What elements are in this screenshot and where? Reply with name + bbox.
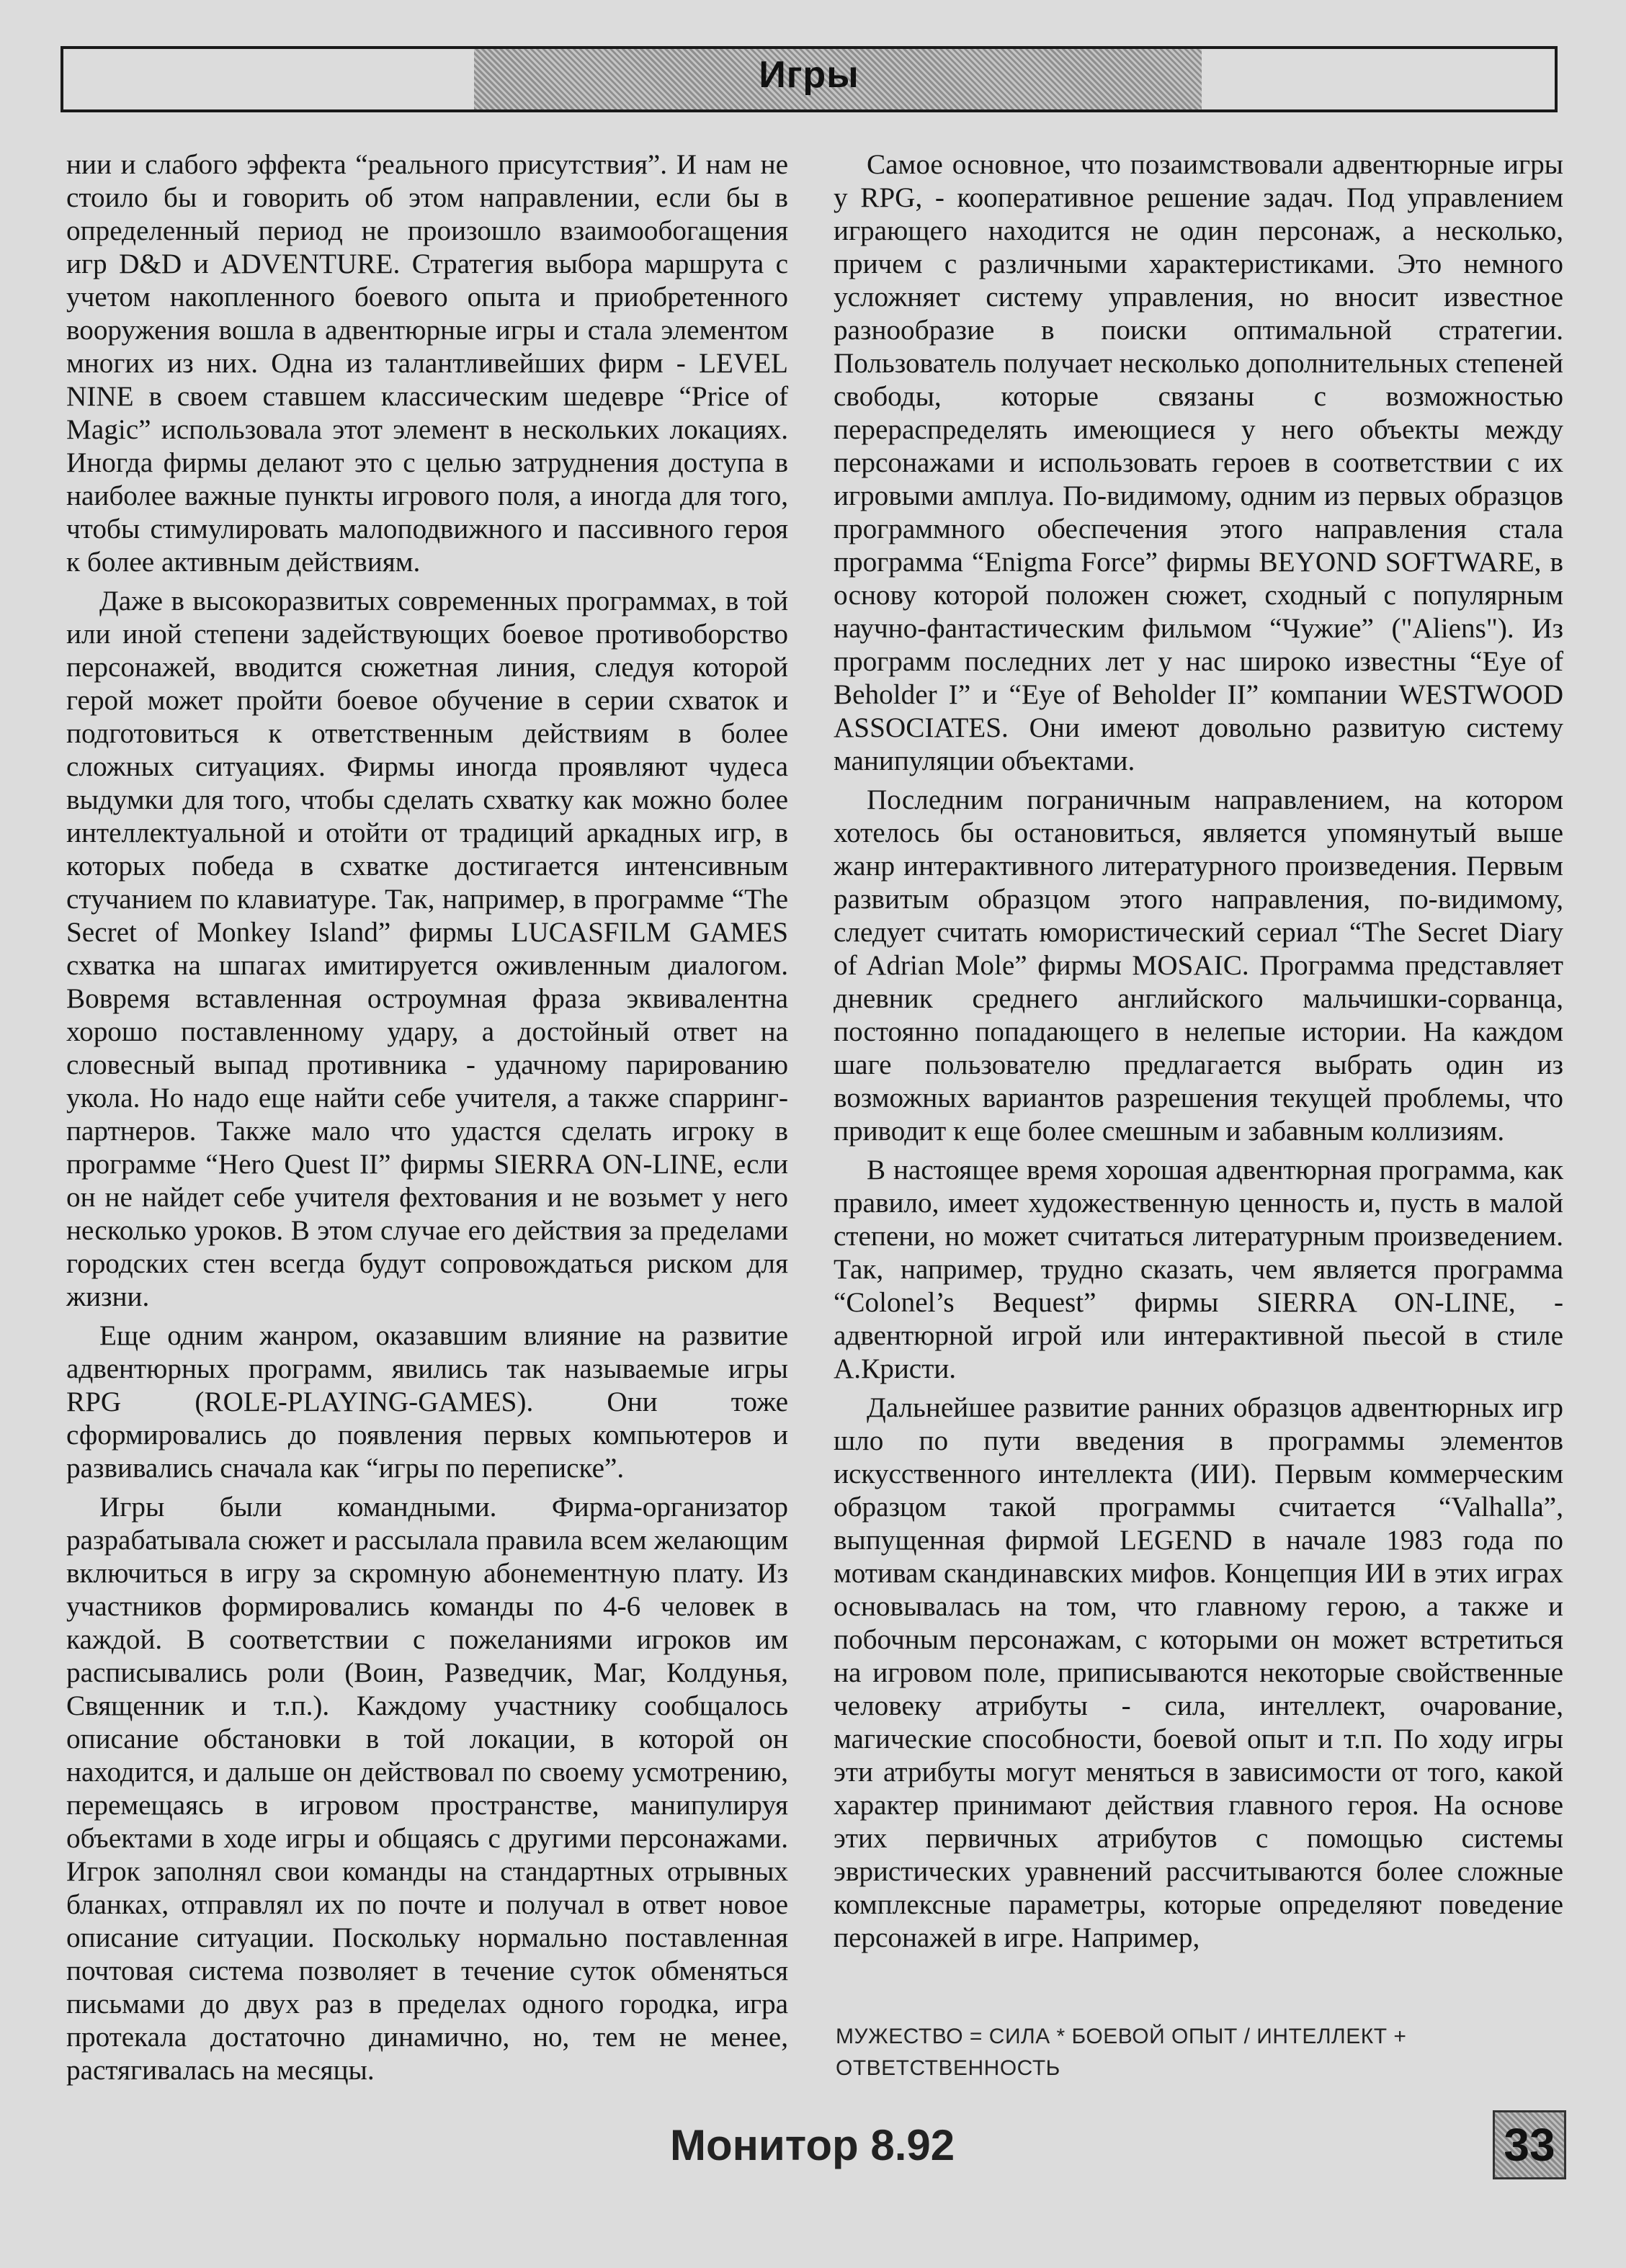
page-number: 33 bbox=[1493, 2110, 1566, 2179]
right-column bbox=[834, 148, 1563, 1960]
paragraph: Еще одним жанром, оказавшим влияние на развитие адвентюрных программ, явились так называемые игры RPG (ROLE-PLAYING-GAMES). Они тоже сформировались до появления первых компьютеров и развивались сначала как “игры по переписке”. bbox=[66, 1320, 788, 1484]
paragraph: нии и слабого эффекта “реального присутствия”. И нам не стоило бы и говорить об этом направлении, если бы в определенный период не произошло взаимообогащения игр D&D и ADVENTURE. Стратегия выбора маршрута с учетом накопленного боевого опыта и приобретенного вооружения вошла в адвентюрные игры и стала элементом многих из них. Одна из талантливейших фирм - LEVEL NINE в своем ставшем классическим шедевре “Price of Magic” использовала этот элемент в нескольких локациях. Иногда фирмы делают это с целью затруднения доступа в наиболее важные пункты игрового поля, а иногда для того, чтобы стимулировать малоподвижного и пассивного героя к более активным действиям. bbox=[66, 149, 788, 578]
paragraph: В настоящее время хорошая адвентюрная программа, как правило, имеет художественную ценность и, пусть в малой степени, но может считаться литературным произведением. Так, например, трудно сказать, чем является программа “Colonel’s Bequest” фирмы SIERRA ON-LINE, - адвентюрной игрой или интерактивной пьесой в стиле А.Кристи. bbox=[834, 1155, 1563, 1384]
paragraph: Дальнейшее развитие ранних образцов адвентюрных игр шло по пути введения в программы элементов искусственного интеллекта (ИИ). Первым коммерческим образцом такой программы считается “Valhalla”, выпущенная фирмой LEGEND в начале 1983 года по мотивам скандинавских мифов. Концепция ИИ в этих играх основывалась на том, что главному герою, а также и побочным персонажам, с которыми он может встретиться на игровом поле, приписываются некоторые свойственные человеку атрибуты - сила, интеллект, очарование, магические способности, боевой опыт и т.п. По ходу игры эти атрибуты могут меняться в зависимости от того, какой характер принимают действия главного героя. На основе этих первичных атрибутов с помощью системы эвристических уравнений рассчитываются более сложные комплексные параметры, которые определяют поведение персонажей в игре. Например, bbox=[834, 1392, 1563, 1953]
paragraph: Самое основное, что позаимствовали адвентюрные игры у RPG, - кооперативное решение задач. Под управлением играющего находится не один персонаж, а несколько, причем с различными характеристиками. Это немного усложняет систему управления, но вносит известное разнообразие в поиски оптимальной стратегии. Пользователь получает несколько дополнительных степеней свободы, которые связаны с возможностью перераспределять имеющиеся у него объекты между персонажами и использовать героев в соответствии с их игровыми амплуа. По-видимому, одним из первых образцов программного обеспечения этого направления стала программа “Enigma Force” фирмы BEYOND SOFTWARE, в основу которой положен сюжет, сходный с популярным научно-фантастическим фильмом “Чужие” ("Aliens"). Из программ последних лет у нас широко известны “Eye of Beholder I” и “Eye of Beholder II” компании WESTWOOD ASSOCIATES. Они имеют довольно развитую систему манипуляции объектами. bbox=[834, 149, 1563, 776]
formula: МУЖЕСТВО = СИЛА * БОЕВОЙ ОПЫТ / ИНТЕЛЛЕКТ + ОТВЕТСТВЕННОСТЬ bbox=[836, 2025, 1407, 2080]
paragraph: Даже в высокоразвитых современных программах, в той или иной степени задействующих боевое противоборство персонажей, вводится сюжетная линия, следуя которой герой может пройти боевое обучение в серии схваток и подготовиться к ответственным действиям в более сложных ситуациях. Фирмы иногда проявляют чудеса выдумки для того, чтобы сделать схватку как можно более интеллектуальной и отойти от традиций аркадных игр, в которых победа в схватке достигается интенсивным стучанием по клавиатуре. Так, например, в программе “The Secret of Monkey Island” фирмы LUCASFILM GAMES схватка на шпагах имитируется оживленным диалогом. Вовремя вставленная остроумная фраза эквивалентна хорошо поставленному удару, а достойный ответ на словесный выпад противника - удачному парированию укола. Но надо еще найти себе учителя, а также спарринг-партнеров. Также мало что удастся сделать игроку в программе “Hero Quest II” фирмы SIERRA ON-LINE, если он не найдет себе учителя фехтования и не возьмет у него несколько уроков. В этом случае его действия за пределами городских стен всегда будут сопровождаться риском для жизни. bbox=[66, 586, 788, 1312]
paragraph: Игры были командными. Фирма-организатор разрабатывала сюжет и рассылала правила всем желающим включиться в игру за скромную абонементную плату. Из участников формировались команды по 4-6 человек в каждой. В соответствии с пожеланиями игроков им расписывались роли (Воин, Разведчик, Маг, Колдунья, Священник и т.п.). Каждому участнику сообщалось описание обстановки в той локации, в которой он находится, и дальше он действовал по своему усмотрению, перемещаясь в игровом пространстве, манипулируя объектами в ходе игры и общаясь с другими персонажами. Игрок заполнял свои команды на стандартных отрывных бланках, отправлял их по почте и получал в ответ новое описание ситуации. Поскольку нормально поставленная почтовая система позволяет в течение суток обменяться письмами до двух раз в пределах одного городка, игра протекала достаточно динамично, но, тем не менее, растягивалась на месяцы. bbox=[66, 1492, 788, 2086]
section-header bbox=[61, 46, 1558, 112]
magazine-issue: Монитор 8.92 bbox=[670, 2121, 955, 2169]
left-column bbox=[66, 148, 788, 2093]
paragraph: Последним пограничным направлением, на котором хотелось бы остановиться, является упомянутый выше жанр интерактивного литературного произведения. Первым развитым образцом этого направления, по-видимому, следует считать юмористический сериал “The Secret Diary of Adrian Mole” фирмы MOSAIC. Программа представляет дневник среднего английского мальчишки-сорванца, постоянно попадающего в нелепые истории. На каждом шаге пользователю предлагается выбрать один из возможных вариантов разрешения текущей проблемы, что приводит к еще более смешным и забавным коллизиям. bbox=[834, 784, 1563, 1147]
section-title: Игры bbox=[759, 54, 859, 96]
